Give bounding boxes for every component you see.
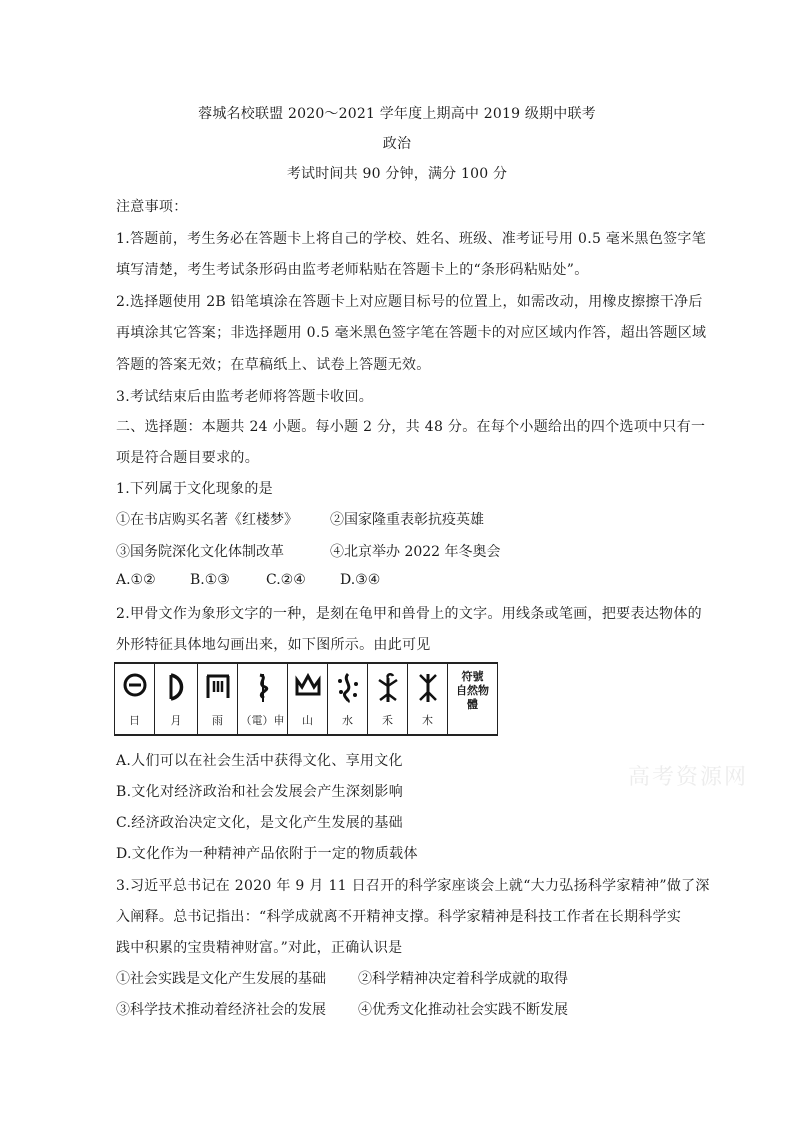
oracle-cell-tree — [407, 664, 447, 734]
q1-item: ②国家隆重表彰抗疫英雄 — [330, 512, 484, 528]
oracle-caption: 月 — [170, 714, 182, 727]
oracle-cell-label — [447, 664, 498, 734]
oracle-rain-glyph — [204, 672, 232, 702]
oracle-side-label: 符號 自然物體 — [456, 670, 489, 711]
oracle-grain-glyph — [376, 672, 400, 704]
q3-stem: 3.习近平总书记在 2020 年 9 月 11 日召开的科学家座谈会上就“大力弘扬科学家精神”做了深 — [116, 878, 710, 894]
section-heading: 二、选择题：本题共 24 小题。每小题 2 分，共 48 分。在每个小题给出的四个选项中只有一 — [116, 419, 706, 435]
q2-option-b: B.文化对经济政治和社会发展会产生深刻影响 — [116, 784, 404, 800]
q2-stem: 2.甲骨文作为象形文字的一种，是刻在龟甲和兽骨上的文字。用线条或笔画，把要表达物体的 — [116, 606, 702, 622]
oracle-lightning-glyph — [252, 672, 274, 704]
oracle-caption: 水 — [342, 714, 353, 727]
notice-line: 填写清楚，考生考试条形码由监考老师粘贴在答题卡上的“条形码粘贴处”。 — [116, 262, 589, 278]
q2-stem-cont: 外形特征具体地勾画出来，如下图所示。由此可见 — [116, 637, 431, 653]
q2-option-a: A.人们可以在社会生活中获得文化、享用文化 — [116, 753, 403, 769]
exam-title: 蓉城名校联盟 2020～2021 学年度上期高中 2019 级期中联考 — [198, 106, 596, 122]
q1-choice-a: A.①② — [116, 572, 156, 588]
q1-item: ①在书店购买名著《红楼梦》 — [116, 512, 298, 528]
q2-option-c: C.经济政治决定文化，是文化产生发展的基础 — [116, 815, 403, 831]
oracle-water-glyph — [336, 672, 360, 704]
q3-stem-cont: 入阐释。总书记指出：“科学成就离不开精神支撑。科学家精神是科技工作者在长期科学实 — [116, 909, 682, 925]
q1-stem: 1.下列属于文化现象的是 — [116, 481, 273, 497]
q1-choice-c: C.②④ — [266, 572, 306, 588]
notice-line: 再填涂其它答案；非选择题用 0.5 毫米黑色签字笔在答题卡的对应区域内作答，超出答题区域 — [116, 325, 707, 341]
oracle-cell-lightning — [237, 664, 287, 734]
oracle-cell-rain — [197, 664, 237, 734]
exam-info: 考试时间共 90 分钟，满分 100 分 — [286, 166, 508, 182]
oracle-cell-sun — [114, 664, 154, 734]
oracle-cell-water — [327, 664, 367, 734]
q2-option-d: D.文化作为一种精神产品依附于一定的物质载体 — [116, 846, 418, 862]
oracle-caption: 木 — [422, 714, 433, 727]
q3-item: ②科学精神决定着科学成就的取得 — [358, 971, 568, 987]
q3-item: ①社会实践是文化产生发展的基础 — [116, 971, 326, 987]
section-heading-cont: 项是符合题目要求的。 — [116, 450, 259, 466]
notice-line: 答题的答案无效；在草稿纸上、试卷上答题无效。 — [116, 357, 431, 373]
q3-item: ④优秀文化推动社会实践不断发展 — [358, 1002, 568, 1018]
oracle-mountain-glyph — [294, 672, 322, 698]
oracle-caption: 山 — [302, 714, 313, 727]
q1-item: ③国务院深化文化体制改革 — [116, 544, 284, 560]
q1-item: ④北京举办 2022 年冬奥会 — [330, 544, 501, 560]
notice-heading: 注意事项： — [116, 199, 188, 215]
subject-title: 政治 — [382, 136, 412, 152]
notice-line: 1.答题前，考生务必在答题卡上将自己的学校、姓名、班级、准考证号用 0.5 毫米黑色签字笔 — [116, 231, 707, 247]
q1-choice-d: D.③④ — [340, 572, 381, 588]
q1-choice-b: B.①③ — [190, 572, 230, 588]
oracle-sun-glyph — [122, 672, 148, 698]
oracle-bone-table — [114, 662, 498, 736]
oracle-caption: 禾 — [382, 714, 393, 727]
oracle-caption: 雨 — [212, 714, 223, 727]
oracle-caption: 日 — [129, 714, 140, 727]
oracle-moon-glyph — [165, 672, 187, 702]
oracle-tree-glyph — [416, 672, 440, 704]
oracle-cell-mountain — [287, 664, 327, 734]
oracle-cell-moon — [154, 664, 197, 734]
oracle-cell-grain — [367, 664, 407, 734]
notice-line: 2.选择题使用 2B 铅笔填涂在答题卡上对应题目标号的位置上，如需改动，用橡皮擦擦干净后 — [116, 294, 703, 310]
oracle-caption: （電）申 — [240, 714, 285, 727]
watermark: 高考资源网 — [628, 765, 749, 790]
q3-item: ③科学技术推动着经济社会的发展 — [116, 1002, 326, 1018]
notice-line: 3.考试结束后由监考老师将答题卡收回。 — [116, 389, 374, 405]
q3-stem-cont: 践中积累的宝贵精神财富。”对此，正确认识是 — [116, 940, 403, 956]
